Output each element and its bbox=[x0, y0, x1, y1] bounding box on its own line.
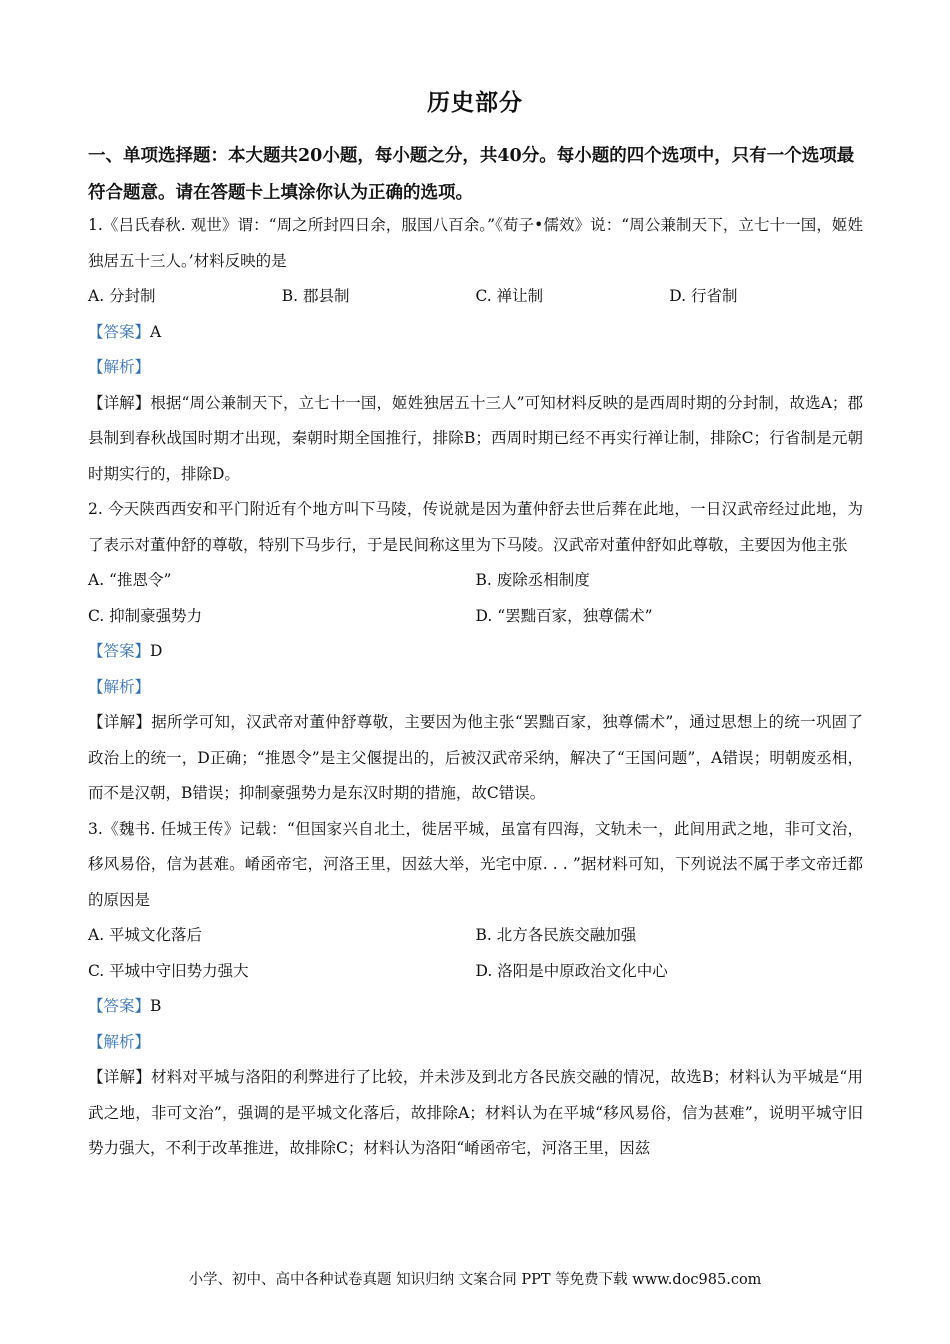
answer-line bbox=[88, 634, 863, 670]
analysis-line bbox=[88, 670, 863, 706]
answer-value: A bbox=[150, 322, 162, 341]
detail-text: 材料对平城与洛阳的利弊进行了比较，并未涉及到北方各民族交融的情况，故选B；材料认为平城是“用武之地，非可文治”，强调的是平城文化落后，故排除A；材料认为在平城“移风易俗，信为甚难”，说明平城守旧势力强大，不利于改革推进，故排除C；材料认为洛阳“崤函帝宅，河洛王里，因兹 bbox=[88, 1068, 863, 1157]
detail-paragraph bbox=[88, 386, 863, 493]
question-stem: 3.《魏书. 任城王传》记载：“但国家兴自北土，徙居平城，虽富有四海，文轨未一，此间用武之地，非可文治，移风易俗，信为甚难。崤函帝宅，河洛王里，因兹大举，光宅中原. . . ”据材料可知，下列说法不属于孝文帝迁都的原因是 bbox=[88, 819, 863, 909]
detail-text: 据所学可知，汉武帝对董仲舒尊敬，主要因为他主张“罢黜百家，独尊儒术”，通过思想上的统一巩固了政治上的统一，D正确；“推恩令”是主父偃提出的，后被汉武帝采纳，解决了“王国问题”，A错误；明朝废丞相，而不是汉朝，B错误；抑制豪强势力是东汉时期的措施，故C错误。 bbox=[88, 713, 863, 802]
analysis-line bbox=[88, 350, 863, 386]
answer-tag: 【答案】 bbox=[88, 997, 151, 1015]
question-options bbox=[88, 279, 863, 315]
detail-tag: 【详解】 bbox=[88, 393, 151, 412]
question-stem: 1.《吕氏春秋. 观世》谓：“周之所封四日余，服国八百余。”《荀子•儒效》说：“周公兼制天下，立七十一国，姬姓独居五十三人。’材料反映的是 bbox=[88, 216, 863, 270]
detail-tag: 【详解】 bbox=[88, 1068, 151, 1086]
option-c: C. 抑制豪强势力 bbox=[88, 606, 203, 625]
option-b: B. 废除丞相制度 bbox=[475, 571, 590, 589]
option-b: B. 郡县制 bbox=[281, 287, 350, 305]
answer-value: D bbox=[150, 642, 163, 660]
question-options bbox=[88, 918, 863, 954]
answer-tag: 【答案】 bbox=[88, 322, 151, 341]
page-footer: 小学、初中、高中各种试卷真题 知识归纳 文案合同 PPT 等免费下载 www.doc985.com bbox=[188, 1272, 762, 1288]
detail-text: 根据“周公兼制天下，立七十一国，姬姓独居五十三人”可知材料反映的是西周时期的分封制，故选A；郡县制到春秋战国时期才出现，秦朝时期全国推行，排除B；西周时期已经不再实行禅让制，排除C；行省制是元朝时期实行的，排除D。 bbox=[88, 393, 863, 483]
option-b: B. 北方各民族交融加强 bbox=[475, 926, 637, 944]
answer-line bbox=[88, 989, 863, 1025]
detail-tag: 【详解】 bbox=[88, 713, 152, 731]
option-a: A. 分封制 bbox=[88, 287, 156, 305]
analysis-tag: 【解析】 bbox=[88, 358, 151, 376]
question-options bbox=[88, 954, 863, 990]
question-options bbox=[88, 599, 863, 635]
answer-value: B bbox=[150, 997, 162, 1015]
question-options bbox=[88, 563, 863, 599]
section-header: 一、单项选择题：本大题共20小题，每小题之分，共40分。每小题的四个选项中，只有一个选项最符合题意。请在答题卡上填涂你认为正确的选项。 bbox=[88, 146, 855, 203]
question-stem: 2. 今天陕西西安和平门附近有个地方叫下马陵，传说就是因为董仲舒去世后葬在此地，一日汉武帝经过此地，为了表示对董仲舒的尊敬，特别下马步行，于是民间称这里为下马陵。汉武帝对董仲舒如此尊敬，主要因为他主张 bbox=[88, 500, 863, 554]
answer-tag: 【答案】 bbox=[88, 642, 151, 660]
option-a: A. “推恩令” bbox=[88, 571, 172, 589]
detail-paragraph bbox=[88, 705, 863, 812]
page-title: 历史部分 bbox=[427, 89, 523, 116]
analysis-line bbox=[88, 1025, 863, 1061]
analysis-tag: 【解析】 bbox=[88, 677, 151, 696]
option-d: D. 行省制 bbox=[669, 287, 738, 305]
option-d: D. 洛阳是中原政治文化中心 bbox=[475, 961, 668, 980]
question-list bbox=[88, 208, 863, 1167]
analysis-tag: 【解析】 bbox=[88, 1032, 151, 1051]
detail-paragraph bbox=[88, 1060, 863, 1167]
option-c: C. 平城中守旧势力强大 bbox=[88, 961, 249, 980]
option-c: C. 禅让制 bbox=[475, 287, 544, 305]
answer-line bbox=[88, 315, 863, 351]
option-d: D. “罢黜百家，独尊儒术” bbox=[475, 606, 653, 625]
option-a: A. 平城文化落后 bbox=[88, 926, 203, 944]
